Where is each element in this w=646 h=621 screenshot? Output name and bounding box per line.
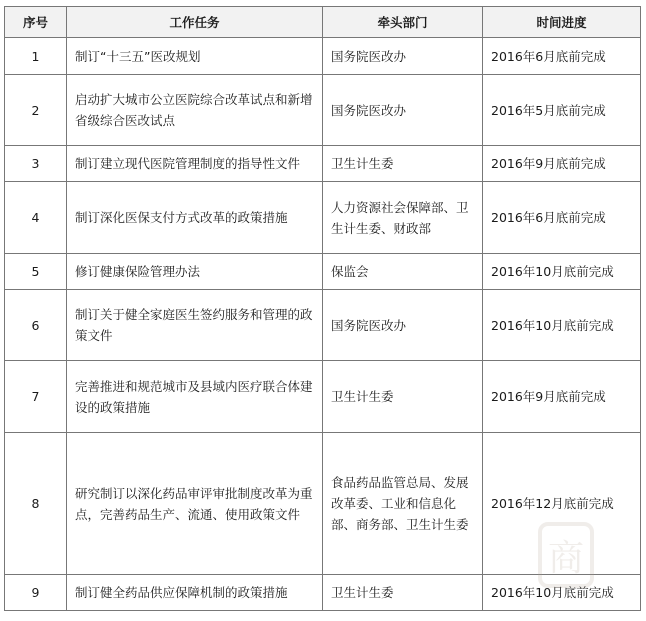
row-lead-dept: 国务院医改办 [323, 38, 483, 75]
row-lead-dept: 食品药品监管总局、发展改革委、工业和信息化部、商务部、卫生计生委 [323, 433, 483, 575]
row-lead-dept: 保监会 [323, 254, 483, 290]
row-index: 8 [5, 433, 67, 575]
row-task: 修订健康保险管理办法 [67, 254, 323, 290]
table-row [5, 290, 641, 361]
row-task: 制订关于健全家庭医生签约服务和管理的政策文件 [67, 290, 323, 361]
row-index: 6 [5, 290, 67, 361]
row-index: 3 [5, 146, 67, 182]
row-index: 5 [5, 254, 67, 290]
row-schedule: 2016年6月底前完成 [483, 182, 641, 254]
row-lead-dept: 国务院医改办 [323, 75, 483, 146]
row-lead-dept: 人力资源社会保障部、卫生计生委、财政部 [323, 182, 483, 254]
table-row [5, 361, 641, 433]
row-index: 9 [5, 575, 67, 611]
table-row [5, 254, 641, 290]
header-index: 序号 [5, 7, 67, 38]
table-header-row [5, 7, 641, 38]
watermark-glyph: 商 [547, 538, 585, 579]
watermark-seal-icon [536, 520, 596, 590]
row-schedule: 2016年6月底前完成 [483, 38, 641, 75]
row-schedule: 2016年5月底前完成 [483, 75, 641, 146]
header-lead-dept: 牵头部门 [323, 7, 483, 38]
row-schedule: 2016年12月底前完成 [483, 433, 641, 575]
row-lead-dept: 卫生计生委 [323, 146, 483, 182]
row-index: 1 [5, 38, 67, 75]
row-schedule: 2016年10月底前完成 [483, 290, 641, 361]
row-schedule: 2016年10月底前完成 [483, 254, 641, 290]
row-task: 制订“十三五”医改规划 [67, 38, 323, 75]
table-row [5, 75, 641, 146]
row-schedule: 2016年9月底前完成 [483, 146, 641, 182]
row-lead-dept: 卫生计生委 [323, 575, 483, 611]
table-row [5, 38, 641, 75]
row-index: 4 [5, 182, 67, 254]
row-task: 启动扩大城市公立医院综合改革试点和新增省级综合医改试点 [67, 75, 323, 146]
row-task: 制订深化医保支付方式改革的政策措施 [67, 182, 323, 254]
row-lead-dept: 卫生计生委 [323, 361, 483, 433]
row-task: 制订建立现代医院管理制度的指导性文件 [67, 146, 323, 182]
row-index: 2 [5, 75, 67, 146]
row-schedule: 2016年9月底前完成 [483, 361, 641, 433]
header-task: 工作任务 [67, 7, 323, 38]
table-row [5, 146, 641, 182]
row-task: 完善推进和规范城市及县域内医疗联合体建设的政策措施 [67, 361, 323, 433]
row-task: 研究制订以深化药品审评审批制度改革为重点，完善药品生产、流通、使用政策文件 [67, 433, 323, 575]
row-task: 制订健全药品供应保障机制的政策措施 [67, 575, 323, 611]
header-schedule: 时间进度 [483, 7, 641, 38]
row-lead-dept: 国务院医改办 [323, 290, 483, 361]
table-row [5, 182, 641, 254]
row-schedule: 2016年10月底前完成 [483, 575, 641, 611]
row-index: 7 [5, 361, 67, 433]
